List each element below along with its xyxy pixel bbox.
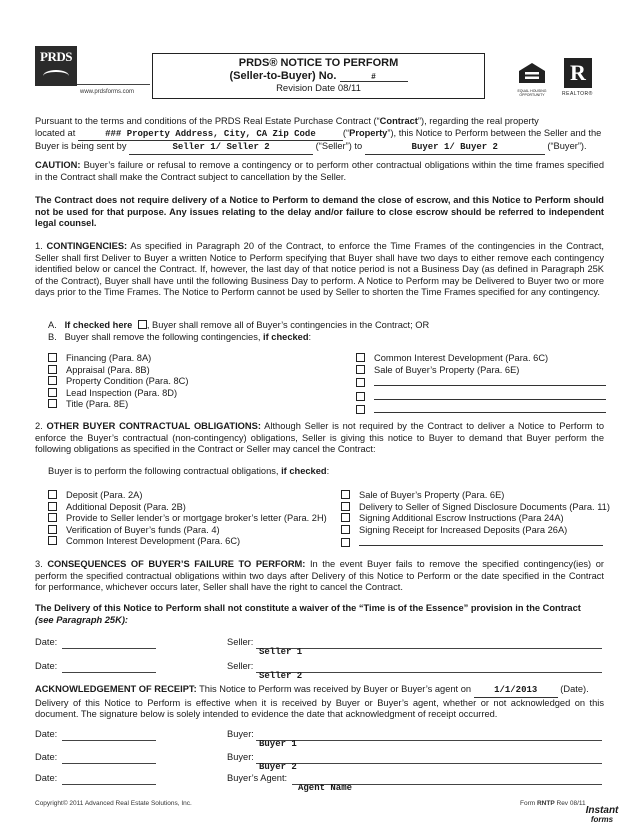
list-item: Signing Additional Escrow Instructions (Para 24A) <box>341 513 610 525</box>
seller-1-name: Seller 1 <box>259 647 303 657</box>
seller-1-date-field[interactable] <box>62 648 156 649</box>
seller-2-name: Seller 2 <box>259 671 303 681</box>
buyer-1-date-field[interactable] <box>62 740 156 741</box>
caution-paragraph: CAUTION: Buyer’s failure or refusal to remove a contingency or to perform other contractual obligations within the time frames specified in the Contract shall make the Contract subject to cancellation by the Seller. <box>35 160 605 182</box>
equal-housing-icon <box>516 62 548 97</box>
buyer-2-signature-field[interactable] <box>256 763 602 764</box>
contingencies-right-list <box>356 353 606 417</box>
seller-label: Seller: <box>227 637 254 647</box>
date-label: Date: <box>35 773 58 783</box>
seller-2-signature-field[interactable] <box>256 672 602 673</box>
list-item: Signing Receipt for Increased Deposits (Para 26A) <box>341 525 610 537</box>
property-address-field[interactable]: ### Property Address, City, CA Zip Code <box>78 129 343 142</box>
checkbox[interactable] <box>48 353 57 362</box>
list-item <box>356 376 606 390</box>
contingencies-left-list <box>48 353 188 411</box>
section-1-contingencies: 1. CONTINGENCIES: As specified in Paragraph 20 of the Contract, to enforce the Time Frames of the contingencies in the Contract, Seller shall first Deliver to Buyer a written Notice to Perform specifying that Buyer shall have two days to either remove each contingency identified below or cancel the Contract. If, however, the last day of that notice period is not a Business Day (as defined in Paragraph 25K of the Contract), Buyer shall have until the following Business Day to perform. A Notice to Perform may be Delivered to Buyer two or more days prior to the Time Frames. The Notice to Perform cannot be used by Seller to shorten the Time Frames specified for any contingency. <box>35 241 604 298</box>
checkbox[interactable] <box>341 490 350 499</box>
prds-logo-swoosh <box>43 70 69 82</box>
section-2-obligations: 2. OTHER BUYER CONTRACTUAL OBLIGATIONS: Although Seller is not required by the Contract to deliver a Notice to Perform to enforce the Buyer’s contractual (non-contingency) obligations, Seller is giving this notice to Buyer to demand that Buyer perform the following obligations as specified in the Contract or Seller may cancel the Contract: <box>35 421 604 455</box>
checkbox[interactable] <box>341 513 350 522</box>
checkbox[interactable] <box>48 365 57 374</box>
list-item: Title (Para. 8E) <box>48 399 188 411</box>
blank-obligation-field[interactable] <box>359 536 603 546</box>
checkbox[interactable] <box>48 536 57 545</box>
receipt-date-field[interactable]: 1/1/2013 <box>474 685 558 698</box>
option-b: B. Buyer shall remove the following contingencies, if checked: <box>48 332 312 342</box>
prds-logo <box>35 46 77 86</box>
checkbox[interactable] <box>48 376 57 385</box>
date-label: Date: <box>35 661 58 671</box>
list-item: Verification of Buyer’s funds (Para. 4) <box>48 525 327 537</box>
copyright: Copyright© 2011 Advanced Real Estate Solutions, Inc. <box>35 800 192 807</box>
list-item: Property Condition (Para. 8C) <box>48 376 188 388</box>
checkbox[interactable] <box>48 388 57 397</box>
buyer-label: Buyer: <box>227 752 254 762</box>
seller-1-signature-field[interactable] <box>256 648 602 649</box>
intro-paragraph: Pursuant to the terms and conditions of the PRDS Real Estate Purchase Contract (“Contract”), regarding the real property located at ### Property Address, City, CA Zip Code (“Property”), this Notice to Perform between the Seller and the Buyer is being sent by Seller 1/ Seller 2 (“Seller”) to Buyer 1/ Buyer 2 (“Buyer”). <box>35 116 604 155</box>
form-subtitle: (Seller-to-Buyer) No. # <box>153 70 484 82</box>
agent-date-field[interactable] <box>62 784 156 785</box>
checkbox[interactable] <box>341 502 350 511</box>
date-label: Date: <box>35 637 58 647</box>
checkbox[interactable] <box>48 513 57 522</box>
list-item <box>356 403 606 417</box>
prds-logo-bar <box>77 84 150 85</box>
obligations-left-list <box>48 490 327 548</box>
checkbox[interactable] <box>341 525 350 534</box>
list-item <box>356 390 606 404</box>
list-item: Provide to Seller lender’s or mortgage broker’s letter (Para. 2H) <box>48 513 327 525</box>
checkbox[interactable] <box>356 405 365 414</box>
acknowledgement-paragraph: ACKNOWLEDGEMENT OF RECEIPT: This Notice to Perform was received by Buyer or Buyer’s agent on 1/1/2013 (Date). Delivery of this Notice to Perform is effective when it is received by Buyer or Buyer’s agent, whether or not acknowledged on this document. The signature below is solely intended to evidence the date that acknowledgment of receipt occurred. <box>35 684 604 720</box>
realtor-caption: REALTOR® <box>562 91 593 97</box>
instant-forms-logo: Instant forms <box>585 805 619 824</box>
eho-caption: EQUAL HOUSING OPPORTUNITY <box>517 89 547 97</box>
seller-label: Seller: <box>227 661 254 671</box>
form-title-box <box>152 53 485 99</box>
seller-name-field[interactable]: Seller 1/ Seller 2 <box>129 142 313 155</box>
checkbox[interactable] <box>48 399 57 408</box>
obligations-lead: Buyer is to perform the following contractual obligations, if checked: <box>48 466 330 476</box>
list-item: Delivery to Seller of Signed Disclosure Documents (Para. 11) <box>341 502 610 514</box>
checkbox[interactable] <box>48 502 57 511</box>
date-label: Date: <box>35 752 58 762</box>
list-item: Additional Deposit (Para. 2B) <box>48 502 327 514</box>
section-3-consequences: 3. CONSEQUENCES OF BUYER’S FAILURE TO PERFORM: In the event Buyer fails to remove the specified contingency(ies) or perform the specified contractual obligations within two days after Delivery of this Notice to Perform or the date specified in the Contract for performance, whichever occurs later, Seller shall have the right to cancel the Contract. <box>35 559 604 593</box>
realtor-icon: R <box>564 58 592 88</box>
form-number-field[interactable]: # <box>340 72 408 82</box>
prds-logo-text: PRDS <box>40 49 72 64</box>
obligations-right-list <box>341 490 610 550</box>
buyer-1-signature-field[interactable] <box>256 740 602 741</box>
waiver-notice: The Delivery of this Notice to Perform shall not constitute a waiver of the “Time is of the Essence” provision in the Contract (see Paragraph 25K): <box>35 603 581 625</box>
checkbox[interactable] <box>356 365 365 374</box>
list-item: Common Interest Development (Para. 6C) <box>48 536 327 548</box>
checkbox[interactable] <box>48 490 57 499</box>
list-item: Financing (Para. 8A) <box>48 353 188 365</box>
buyer-label: Buyer: <box>227 729 254 739</box>
form-title: PRDS® NOTICE TO PERFORM <box>238 57 399 69</box>
list-item: Deposit (Para. 2A) <box>48 490 327 502</box>
agent-label: Buyer’s Agent: <box>227 773 288 783</box>
remove-all-checkbox[interactable] <box>138 320 147 329</box>
list-item <box>341 536 610 550</box>
checkbox[interactable] <box>356 378 365 387</box>
blank-contingency-field[interactable] <box>374 403 606 413</box>
seller-2-date-field[interactable] <box>62 672 156 673</box>
list-item: Appraisal (Para. 8B) <box>48 365 188 377</box>
list-item: Sale of Buyer’s Property (Para. 6E) <box>341 490 610 502</box>
date-label: Date: <box>35 729 58 739</box>
buyer-2-date-field[interactable] <box>62 763 156 764</box>
checkbox[interactable] <box>356 353 365 362</box>
revision-date: Revision Date 08/11 <box>276 83 361 94</box>
blank-contingency-field[interactable] <box>374 376 606 386</box>
website-url[interactable]: www.prdsforms.com <box>80 89 135 95</box>
buyer-1-name: Buyer 1 <box>259 739 297 749</box>
list-item: Sale of Buyer’s Property (Para. 6E) <box>356 365 606 377</box>
list-item: Common Interest Development (Para. 6C) <box>356 353 606 365</box>
buyer-name-field[interactable]: Buyer 1/ Buyer 2 <box>365 142 545 155</box>
checkbox[interactable] <box>356 392 365 401</box>
form-code: Form RNTP Rev 08/11 <box>520 800 586 807</box>
agent-name: Agent Name <box>298 783 353 793</box>
escrow-notice: The Contract does not require delivery of a Notice to Perform to demand the close of escrow, and this Notice to Perform should not be used for that purpose. Any issues relating to the delay and/or failure to close escrow should be referred to independent legal counsel. <box>35 195 604 229</box>
buyer-2-name: Buyer 2 <box>259 762 297 772</box>
option-a: A. If checked here , Buyer shall remove all of Buyer’s contingencies in the Contract; OR <box>48 320 430 330</box>
blank-contingency-field[interactable] <box>374 390 606 400</box>
list-item: Lead Inspection (Para. 8D) <box>48 388 188 400</box>
checkbox[interactable] <box>341 538 350 547</box>
checkbox[interactable] <box>48 525 57 534</box>
